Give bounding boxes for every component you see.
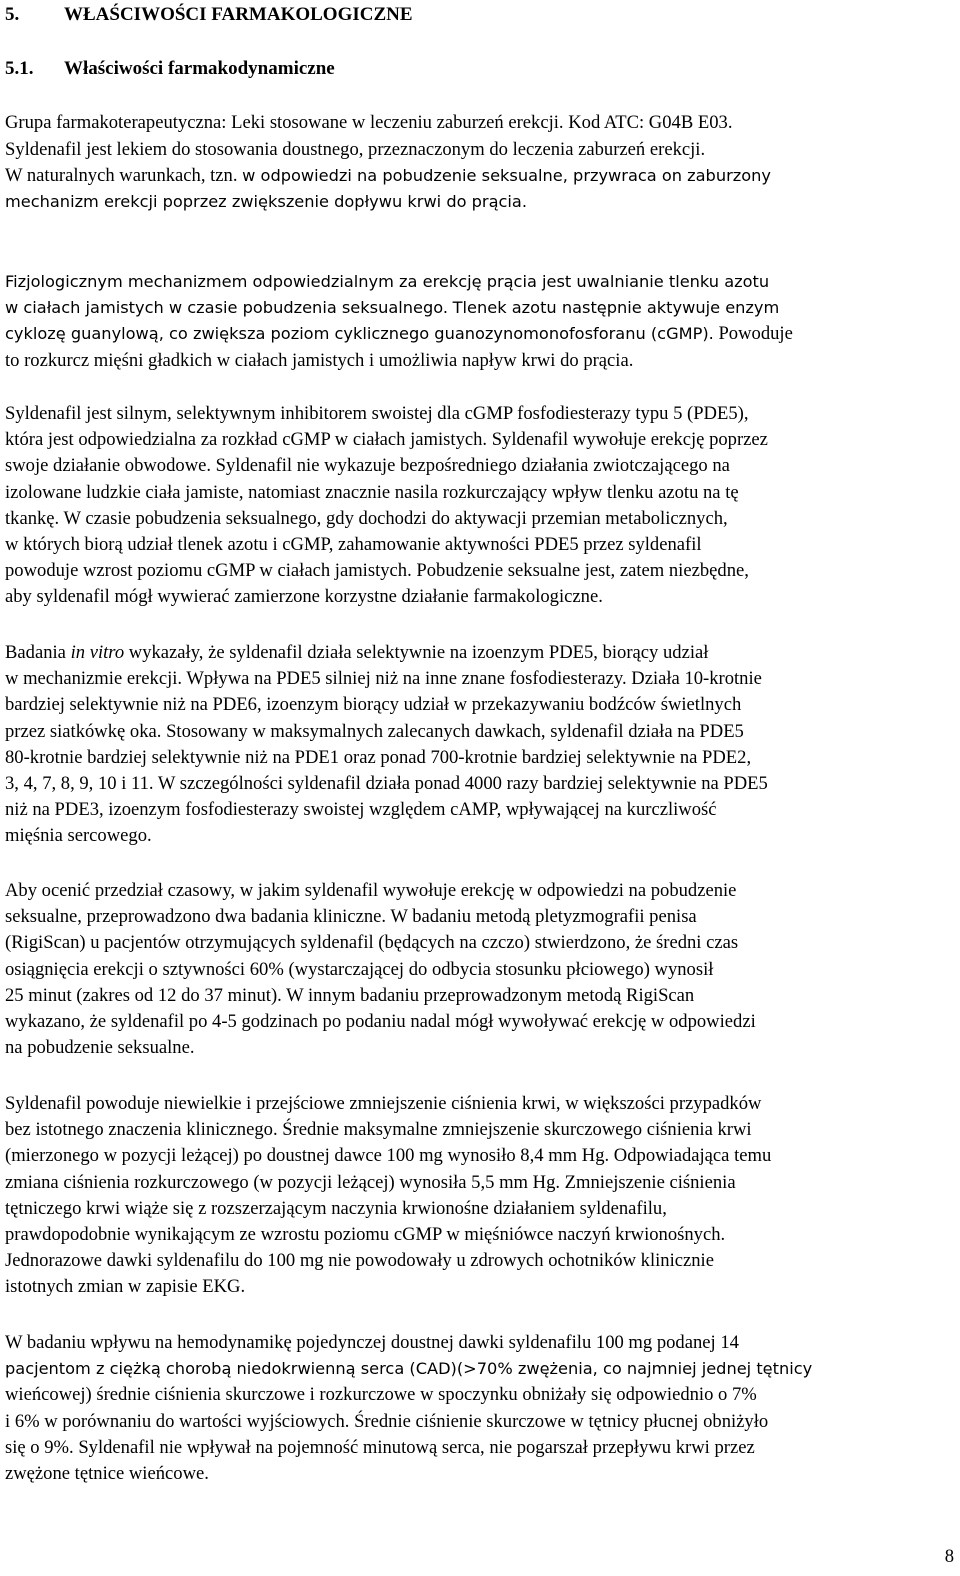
text-line: w których biorą udział tlenek azotu i cGMP, zahamowanie aktywności PDE5 przez syldenafil [5, 534, 702, 556]
text-segment-italic: in vitro [70, 642, 125, 663]
paragraph-atc-code [5, 110, 955, 136]
text-line: 80-krotnie bardziej selektywnie niż na PDE1 oraz ponad 700-krotnie bardziej selektywnie na PDE2, [5, 746, 752, 768]
text-line [5, 640, 955, 666]
text-line [5, 295, 955, 321]
text-line: wieńcowej) średnie ciśnienia skurczowe i rozkurczowe w spoczynku obniżały się odpowiednio o 7% [5, 1384, 757, 1406]
section-number: 5. [5, 4, 20, 25]
text-line: Syldenafil jest lekiem do stosowania doustnego, przeznaczonym do leczenia zaburzeń erekcji. [5, 139, 706, 160]
text-line: pacjentom z ciężką chorobą niedokrwienną serca (CAD)(>70% zwężenia, co najmniej jednej tętnicy [5, 1359, 813, 1379]
paragraph-indication [5, 137, 955, 216]
text-line: powoduje wzrost poziomu cGMP w ciałach jamistych. Pobudzenie seksualne jest, zatem niezbędne, [5, 560, 749, 582]
paragraph-inhibitor [5, 401, 955, 611]
text-line [5, 321, 955, 347]
text-line: Jednorazowe dawki syldenafilu do 100 mg nie powodowały u zdrowych ochotników klinicznie [5, 1250, 714, 1272]
text-line: to rozkurcz mięśni gładkich w ciałach jamistych i umożliwia napływ krwi do prącia. [5, 349, 634, 371]
text-line: bardziej selektywnie niż na PDE6, izoenzym biorący udział w przekazywaniu bodźców świetlnych [5, 694, 742, 716]
section-title: WŁAŚCIWOŚCI FARMAKOLOGICZNE [64, 4, 413, 25]
text-line: na pobudzenie seksualne. [5, 1037, 195, 1059]
text-line [5, 163, 955, 189]
text-line: (mierzonego w pozycji leżącej) po doustnej dawce 100 mg wynosiło 8,4 mm Hg. Odpowiadająca temu [5, 1145, 772, 1167]
text-segment: W naturalnych warunkach, tzn. [5, 165, 238, 187]
page-number: 8 [944, 1546, 954, 1567]
text-line: (RigiScan) u pacjentów otrzymujących syldenafil (będących na czczo) stwierdzono, że średni czas [5, 932, 739, 954]
text-line: 25 minut (zakres od 12 do 37 minut). W innym badaniu przeprowadzonym metodą RigiScan [5, 984, 695, 1006]
text-line: niż na PDE3, izoenzym fosfodiesterazy swoistej względem cAMP, wpływającej na kurczliwość [5, 799, 717, 821]
subsection-heading [5, 56, 335, 82]
section-heading [5, 2, 413, 28]
text-segment: Badania [5, 642, 71, 663]
text-line: seksualne, przeprowadzono dwa badania kliniczne. W badaniu metodą pletyzmografii penisa [5, 906, 697, 928]
text-line: tkankę. W czasie pobudzenia seksualnego, gdy dochodzi do aktywacji przemian metabolicznych, [5, 507, 728, 529]
text-line: swoje działanie obwodowe. Syldenafil nie wykazuje bezpośredniego działania zwiotczającego na [5, 455, 730, 477]
text-line: się o 9%. Syldenafil nie wpływał na pojemność minutową serca, nie pogarszał przepływu krwi przez [5, 1436, 755, 1458]
text-line: i 6% w porównaniu do wartości wyjściowych. Średnie ciśnienie skurczowe w tętnicy płucnej obniżyło [5, 1410, 769, 1432]
text-line: wykazano, że syldenafil po 4-5 godzinach po podaniu nadal mógł wywoływać erekcję w odpowiedzi [5, 1011, 756, 1033]
text-line: izolowane ludzkie ciała jamiste, natomiast znacznie nasila rozkurczający wpływ tlenku azotu na tę [5, 481, 739, 503]
text-line: przez siatkówkę oka. Stosowany w maksymalnych zalecanych dawkach, syldenafil działa na PDE5 [5, 720, 744, 742]
text-line: Syldenafil powoduje niewielkie i przejściowe zmniejszenie ciśnienia krwi, w większości przypadków [5, 1093, 762, 1114]
text-line: Grupa farmakoterapeutyczna: Leki stosowane w leczeniu zaburzeń erekcji. Kod ATC: G04B E03. [5, 112, 733, 133]
text-line: W badaniu wpływu na hemodynamikę pojedynczej doustnej dawki syldenafilu 100 mg podanej 14 [5, 1332, 739, 1353]
text-line: zmiana ciśnienia rozkurczowego (w pozycji leżącej) wynosiła 5,5 mm Hg. Zmniejszenie ciśnienia [5, 1171, 736, 1193]
text-line: bez istotnego znaczenia klinicznego. Średnie maksymalne zmniejszenie skurczowego ciśnienia krwi [5, 1119, 752, 1141]
text-line: prawdopodobnie wynikającym ze wzrostu poziomu cGMP w mięśniówce naczyń krwionośnych. [5, 1224, 726, 1246]
text-segment: Tlenek azotu następnie aktywuje enzym [452, 298, 780, 318]
text-line: Fizjologicznym mechanizmem odpowiedzialnym za erekcję prącia jest uwalnianie tlenku azotu [5, 272, 770, 291]
text-line: osiągnięcia erekcji o sztywności 60% (wystarczającej do odbycia stosunku płciowego) wynosił [5, 958, 714, 980]
text-line: Syldenafil jest silnym, selektywnym inhibitorem swoistej dla cGMP fosfodiesterazy typu 5 (PDE5), [5, 403, 749, 424]
paragraph-mechanism [5, 269, 955, 374]
text-segment: cyklozę guanylową, co zwiększa poziom cyklicznego guanozynomonofosforanu (cGMP). [5, 324, 714, 344]
paragraph-onset-time [5, 878, 955, 1061]
paragraph-in-vitro [5, 640, 955, 850]
text-line: aby syldenafil mógł wywierać zamierzone korzystne działanie farmakologiczne. [5, 586, 603, 608]
text-line: 3, 4, 7, 8, 9, 10 i 11. W szczególności syldenafil działa ponad 4000 razy bardziej selektywnie na PDE5 [5, 773, 768, 795]
text-line: Aby ocenić przedział czasowy, w jakim syldenafil wywołuje erekcję w odpowiedzi na pobudzenie [5, 880, 737, 901]
paragraph-blood-pressure [5, 1091, 955, 1301]
text-segment: Powoduje [718, 323, 793, 345]
subsection-title: Właściwości farmakodynamiczne [64, 58, 335, 79]
text-line: zwężone tętnice wieńcowe. [5, 1463, 209, 1485]
text-line: która jest odpowiedzialna za rozkład cGMP w ciałach jamistych. Syldenafil wywołuje erekcję poprzez [5, 429, 768, 451]
text-line: w mechanizmie erekcji. Wpływa na PDE5 silniej niż na inne znane fosfodiesterazy. Działa 10-krotnie [5, 668, 762, 690]
text-line: tętniczego krwi wiąże się z rozszerzającym naczynia krwionośne działaniem syldenafilu, [5, 1197, 667, 1219]
text-line: istotnych zmian w zapisie EKG. [5, 1276, 246, 1298]
paragraph-hemodynamics [5, 1330, 955, 1487]
text-line: mięśnia sercowego. [5, 825, 152, 847]
subsection-number: 5.1. [5, 58, 34, 79]
text-segment: w ciałach jamistych w czasie pobudzenia seksualnego. [5, 298, 449, 318]
text-line: mechanizm erekcji poprzez zwiększenie dopływu krwi do prącia. [5, 192, 527, 212]
text-segment: wykazały, że syldenafil działa selektywnie na izoenzym PDE5, biorący udział [124, 642, 709, 663]
text-segment: w odpowiedzi na pobudzenie seksualne, przywraca on zaburzony [242, 166, 771, 186]
